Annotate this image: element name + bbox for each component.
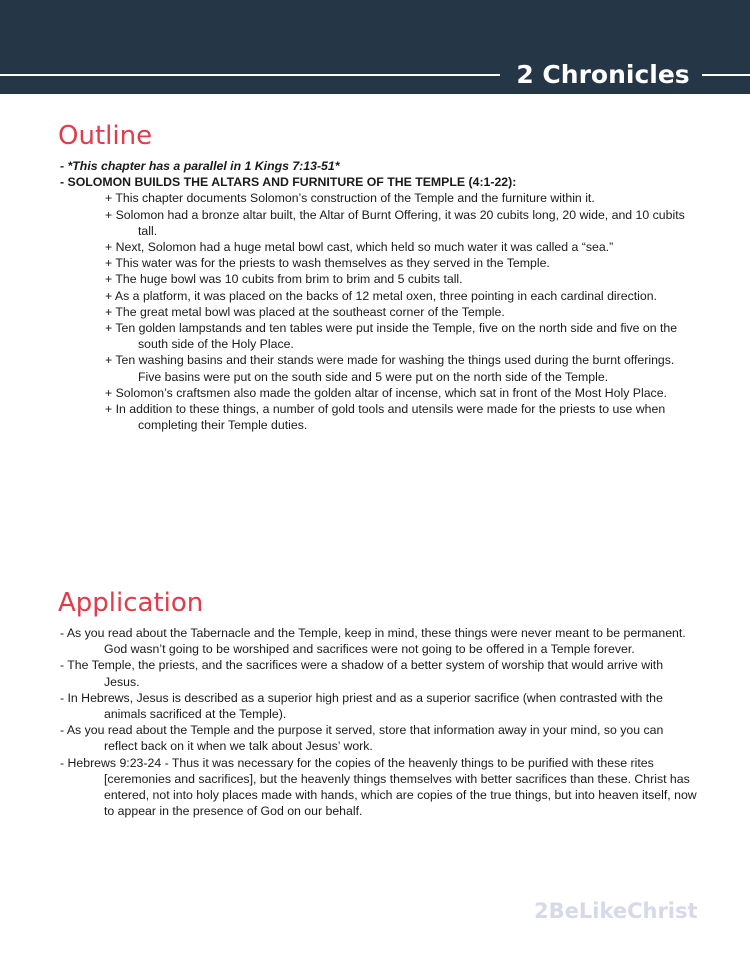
application-content xyxy=(60,625,700,819)
application-item: - In Hebrews, Jesus is described as a superior high priest and as a superior sacrifice (when contrasted with the animals sacrificed at the Temple). xyxy=(60,690,663,722)
outline-item: + Solomon’s craftsmen also made the golden altar of incense, which sat in front of the Most Holy Place. xyxy=(105,385,667,400)
outline-item: + The huge bowl was 10 cubits from brim to brim and 5 cubits tall. xyxy=(105,272,463,287)
outline-item: + The great metal bowl was placed at the southeast corner of the Temple. xyxy=(105,304,505,319)
application-item: - Hebrews 9:23-24 - Thus it was necessary for the copies of the heavenly things to be purified with these rites [ceremonies and sacrifices], but the heavenly things themselves with better sacrifices than these. Christ has entered, not into holy places made with hands, which are copies of the true things, but into heaven itself, now to appear in the presence of God on our behalf. xyxy=(60,755,697,819)
header-rule-right xyxy=(702,74,750,76)
application-item: - As you read about the Tabernacle and the Temple, keep in mind, these things were never meant to be permanent. God wasn’t going to be worshiped and sacrifices were not going to be offered in a Temple forever. xyxy=(60,626,686,657)
outline-item: + Solomon had a bronze altar built, the Altar of Burnt Offering, it was 20 cubits long, 20 wide, and 10 cubits tall. xyxy=(105,207,685,238)
header-rule-left xyxy=(0,74,500,76)
book-title: 2 Chronicles xyxy=(516,60,690,89)
outline-item: + Next, Solomon had a huge metal bowl cast, which held so much water it was called a “sea.” xyxy=(105,240,614,255)
application-heading: Application xyxy=(58,588,204,618)
outline-heading: Outline xyxy=(58,121,153,151)
outline-item: + This chapter documents Solomon’s construction of the Temple and the furniture within it. xyxy=(105,191,595,206)
outline-item: + As a platform, it was placed on the backs of 12 metal oxen, three pointing in each cardinal direction. xyxy=(105,288,657,303)
parallel-note: - *This chapter has a parallel in 1 Kings 7:13-51* xyxy=(60,159,340,173)
outline-item: + This water was for the priests to wash themselves as they served in the Temple. xyxy=(105,256,550,271)
brand-watermark: 2BeLikeChrist xyxy=(534,899,698,923)
outline-item: + Ten washing basins and their stands were made for washing the things used during the burnt offerings. Five basins were put on the south side and 5 were put on the north side of the Temple. xyxy=(105,353,675,384)
outline-item: + In addition to these things, a number of gold tools and utensils were made for the priests to use when completing their Temple duties. xyxy=(105,402,666,433)
application-item: - The Temple, the priests, and the sacrifices were a shadow of a better system of worship that would arrive with Jesus. xyxy=(60,658,664,689)
application-item: - As you read about the Temple and the purpose it served, store that information away in your mind, so you can reflect back on it when we talk about Jesus’ work. xyxy=(60,723,664,754)
outline-item: + Ten golden lampstands and ten tables were put inside the Temple, five on the north side and five on the south side of the Holy Place. xyxy=(105,321,678,352)
section-title: - SOLOMON BUILDS THE ALTARS AND FURNITURE OF THE TEMPLE (4:1-22): xyxy=(60,175,517,190)
outline-content xyxy=(60,158,700,433)
